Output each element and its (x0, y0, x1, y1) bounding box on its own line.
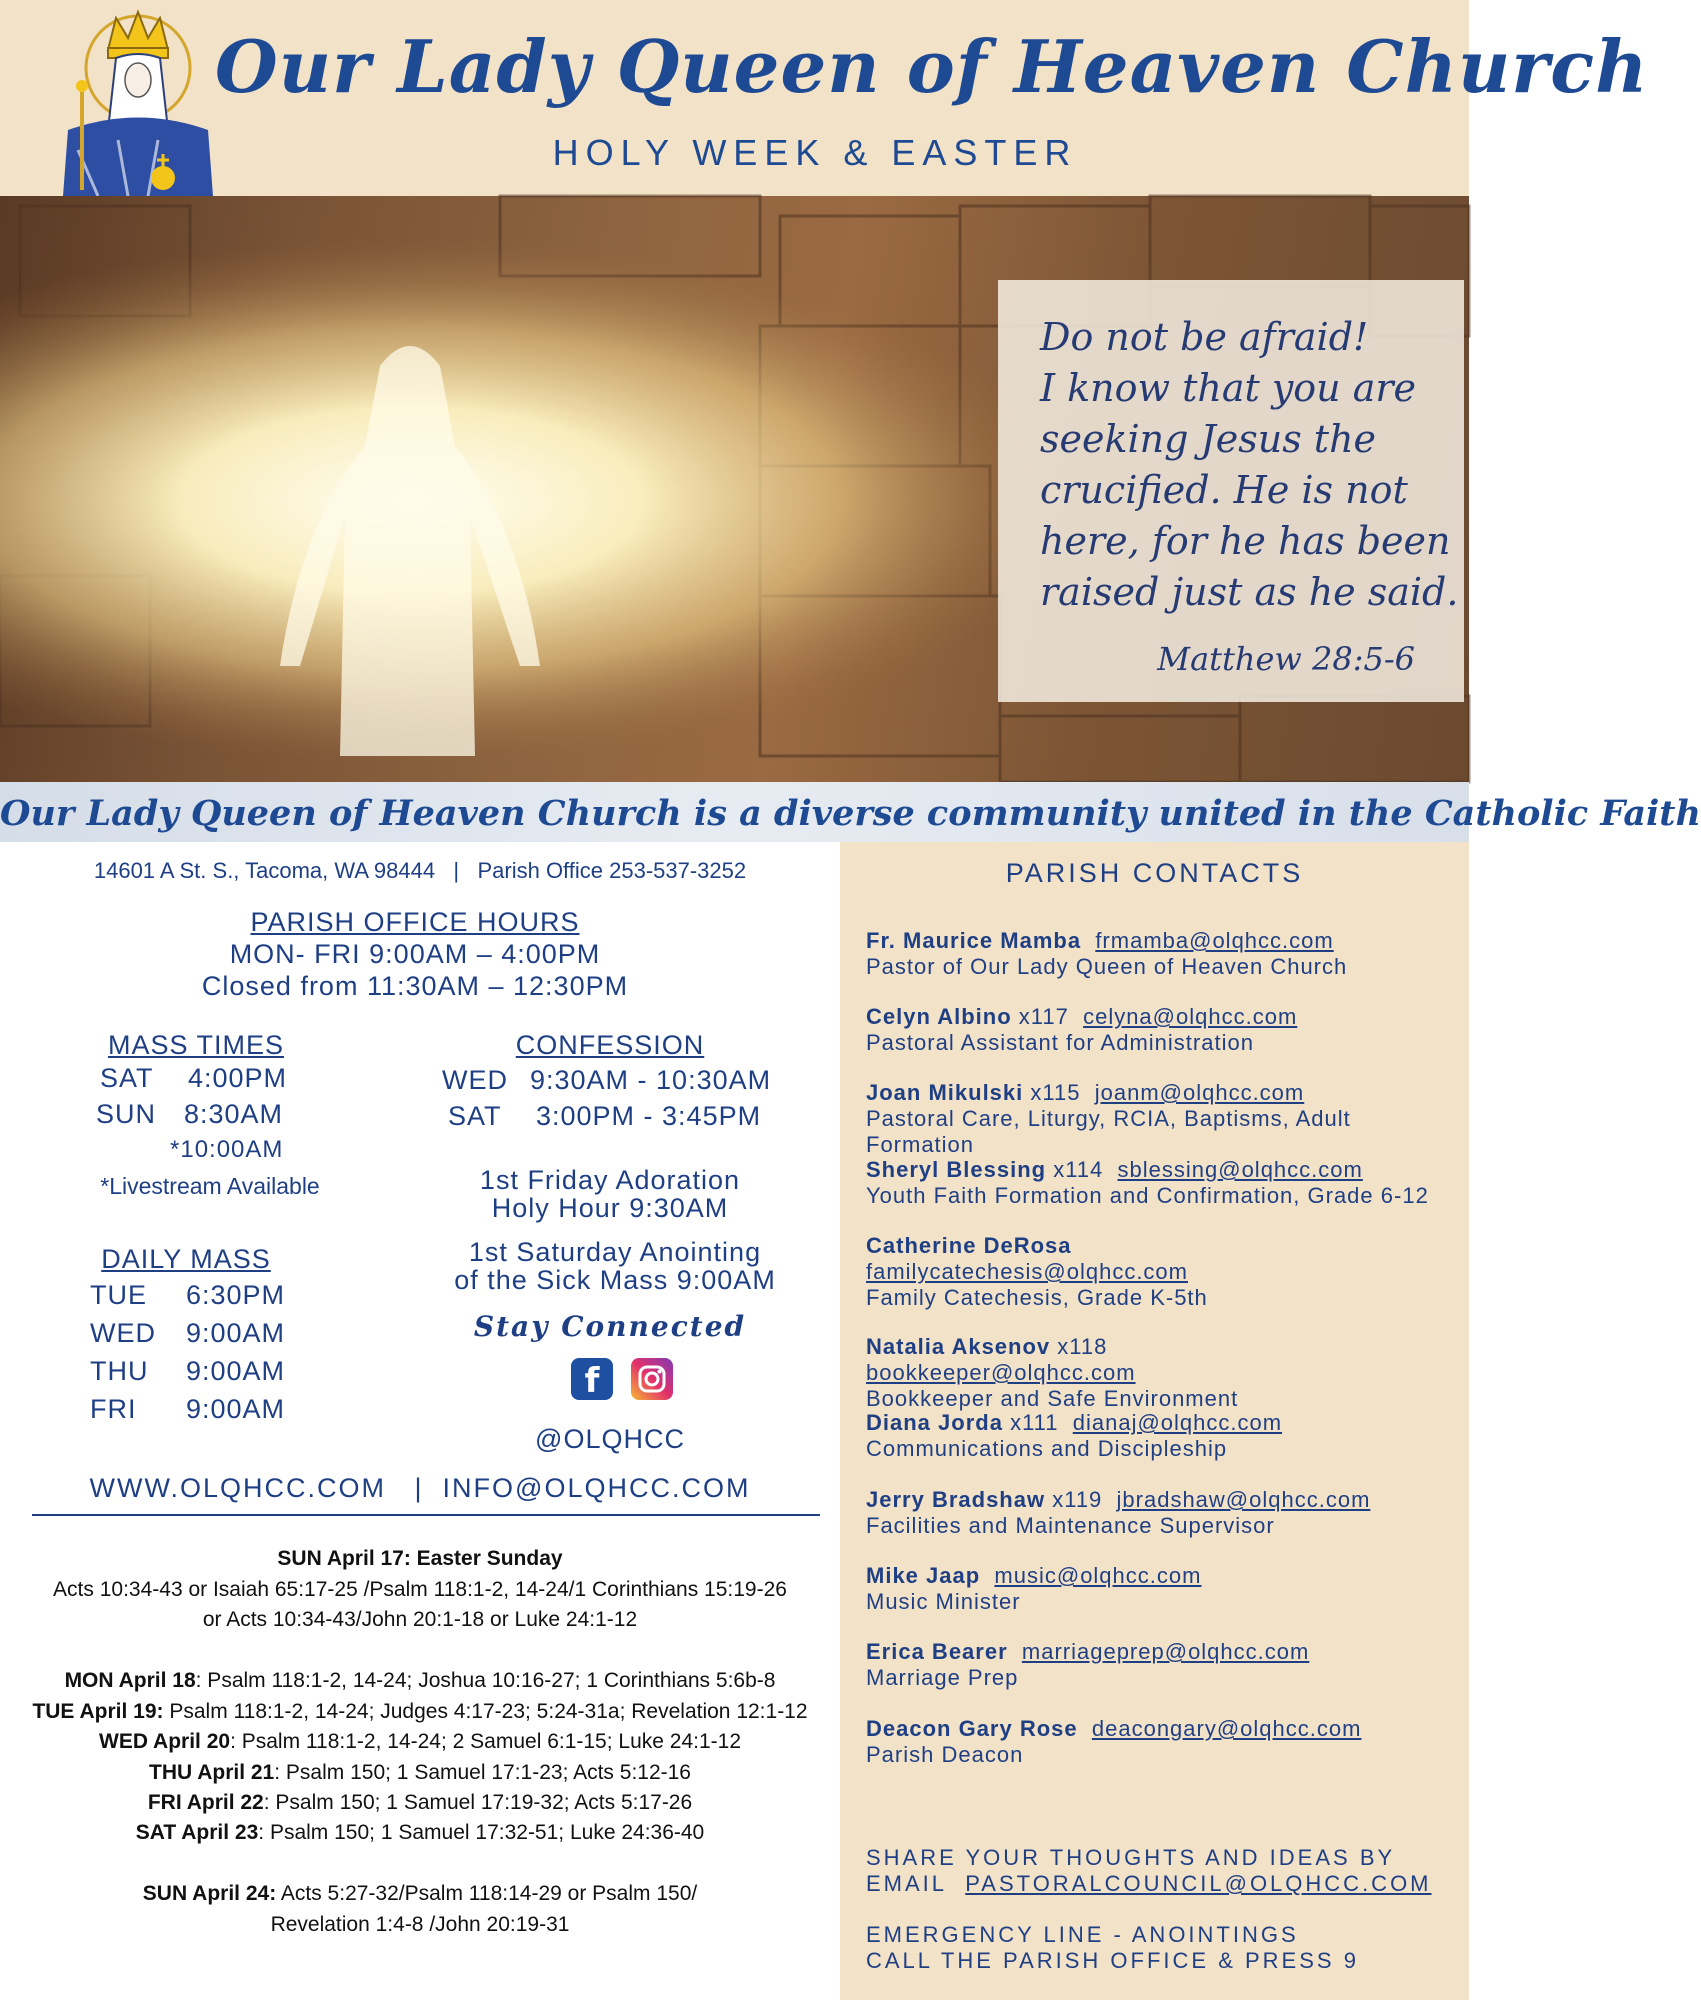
instagram-icon[interactable] (631, 1358, 673, 1400)
confession-day: SAT (448, 1101, 502, 1131)
mass-times-table (96, 1060, 360, 1168)
contact-name: Mike Jaap (866, 1563, 981, 1588)
reading-line (10, 1788, 830, 1819)
reading-text: : Psalm 150; 1 Samuel 17:19-32; Acts 5:17-26 (263, 1791, 693, 1814)
quote-line: crucified. He is not (1040, 468, 1408, 512)
reading-day: SAT April 23 (135, 1821, 259, 1844)
reading-line (10, 1666, 830, 1697)
page-subtitle: HOLY WEEK & EASTER (552, 132, 1078, 173)
confession-table (442, 1062, 802, 1134)
daily-mass-time: 9:00AM (186, 1318, 286, 1348)
contact-name: Sheryl Blessing (866, 1157, 1047, 1182)
mass-day: SAT (100, 1063, 154, 1093)
mass-time-row (170, 1132, 360, 1168)
quote-line: seeking Jesus the (1040, 417, 1377, 461)
reading-text: Acts 5:27-32/Psalm 118:14-29 or Psalm 150/ (276, 1882, 698, 1905)
anointing-line: 1st Saturday Anointing (468, 1237, 762, 1267)
contact-entry (866, 1080, 1461, 1158)
contact-entry (866, 1716, 1461, 1768)
reading-line (10, 1697, 830, 1728)
confession-row (448, 1098, 802, 1134)
contact-entry (866, 1233, 1461, 1311)
daily-mass-row (90, 1390, 350, 1428)
contact-name: Jerry Bradshaw (866, 1487, 1046, 1512)
divider (32, 1514, 820, 1516)
contact-role: Parish Deacon (866, 1742, 1024, 1767)
reading-text: Acts 10:34-43 or Isaiah 65:17-25 /Psalm 118:1-2, 14-24/1 Corinthians 15:19-26 (53, 1578, 787, 1601)
reading-text: : Psalm 118:1-2, 14-24; 2 Samuel 6:1-15; Luke 24:1-12 (230, 1730, 741, 1753)
reading-line (10, 1605, 830, 1636)
quote-line: I know that you are (1040, 366, 1417, 410)
confession-time: 3:00PM - 3:45PM (536, 1101, 762, 1131)
contact-entry (866, 1563, 1461, 1615)
adoration-block (420, 1166, 800, 1222)
contact-role: Marriage Prep (866, 1665, 1019, 1690)
stay-connected-title: Stay Connected (473, 1310, 747, 1343)
mass-time: 4:00PM (188, 1063, 288, 1093)
instagram-glyph (631, 1358, 673, 1400)
reading-line (10, 1818, 830, 1849)
church-title: Our Lady Queen of Heaven Church (215, 24, 1649, 109)
social-handle[interactable]: @OLQHCC (535, 1424, 685, 1454)
contact-email-link[interactable]: frmamba@olqhcc.com (1095, 928, 1334, 953)
quote-line: raised just as he said. (1040, 570, 1459, 614)
contact-name: Diana Jorda (866, 1410, 1003, 1435)
daily-mass-time: 6:30PM (186, 1280, 286, 1310)
mass-day: SUN (96, 1099, 157, 1129)
reading-day: SUN April 24: (142, 1882, 277, 1905)
reading-text: : Psalm 150; 1 Samuel 17:1-23; Acts 5:12-16 (274, 1761, 691, 1784)
contact-extension: x114 (1053, 1157, 1104, 1182)
daily-mass-row (90, 1276, 350, 1314)
contact-role: Music Minister (866, 1589, 1021, 1614)
contact-name: Fr. Maurice Mamba (866, 928, 1082, 953)
contact-entry (866, 1410, 1461, 1462)
daily-mass-title: DAILY MASS (101, 1244, 271, 1274)
reading-day: TUE April 19: (32, 1700, 164, 1723)
reading-day: FRI April 22 (147, 1791, 264, 1814)
anointing-block (420, 1238, 810, 1294)
contact-role: Pastoral Assistant for Administration (866, 1030, 1254, 1055)
contact-role: Pastoral Care, Liturgy, RCIA, Baptisms, Adult Formation (866, 1106, 1351, 1157)
contact-extension: x118 (1057, 1334, 1108, 1359)
contact-entry (866, 1004, 1461, 1056)
reading-text: or Acts 10:34-43/John 20:1-18 or Luke 24:1-12 (202, 1608, 638, 1631)
contacts-title: PARISH CONTACTS (1005, 858, 1304, 888)
contact-email-link[interactable]: sblessing@olqhcc.com (1117, 1157, 1363, 1182)
contact-email-link[interactable]: familycatechesis@olqhcc.com (866, 1259, 1188, 1284)
contact-email-link[interactable]: music@olqhcc.com (994, 1563, 1202, 1588)
contact-name: Deacon Gary Rose (866, 1716, 1078, 1741)
share-ideas-line: SHARE YOUR THOUGHTS AND IDEAS BY (866, 1845, 1396, 1870)
contact-entry (866, 1639, 1461, 1691)
contact-role: Facilities and Maintenance Supervisor (866, 1513, 1275, 1538)
contact-name: Erica Bearer (866, 1639, 1008, 1664)
reading-line (10, 1575, 830, 1606)
parish-address: 14601 A St. S., Tacoma, WA 98444 | Parish Office 253-537-3252 (93, 858, 747, 883)
contact-entry (866, 928, 1461, 980)
office-hours-block (20, 906, 810, 1002)
reading-line (10, 1544, 830, 1575)
daily-mass-day: FRI (90, 1394, 137, 1424)
contact-extension: x119 (1052, 1487, 1103, 1512)
contact-role: Pastor of Our Lady Queen of Heaven Church (866, 954, 1348, 979)
pastoral-council-email-link[interactable]: PASTORALCOUNCIL@OLQHCC.COM (965, 1871, 1432, 1896)
contact-name: Joan Mikulski (866, 1080, 1024, 1105)
confession-title: CONFESSION (515, 1030, 705, 1060)
mass-time: 8:30AM (184, 1099, 284, 1129)
contact-entry (866, 1157, 1461, 1209)
contact-email-link[interactable]: bookkeeper@olqhcc.com (866, 1360, 1136, 1385)
contact-extension: x117 (1018, 1004, 1069, 1029)
reading-text: : Psalm 118:1-2, 14-24; Joshua 10:16-27; 1 Corinthians 5:6b-8 (195, 1669, 776, 1692)
church-logo (58, 10, 218, 196)
contact-role: Communications and Discipleship (866, 1436, 1228, 1461)
office-hours-title: PARISH OFFICE HOURS (250, 907, 580, 937)
adoration-line: 1st Friday Adoration (479, 1165, 741, 1195)
emergency-instructions: CALL THE PARISH OFFICE & PRESS 9 (866, 1948, 1359, 1973)
contact-extension: x111 (1010, 1410, 1059, 1435)
contact-entry (866, 1487, 1461, 1539)
contact-email-link[interactable]: celyna@olqhcc.com (1083, 1004, 1298, 1029)
reading-day: THU April 21 (149, 1761, 275, 1784)
confession-row (442, 1062, 802, 1098)
reading-line (10, 1758, 830, 1789)
contact-email-link[interactable]: deacongary@olqhcc.com (1091, 1716, 1362, 1741)
contact-email-link[interactable]: jbradshaw@olqhcc.com (1116, 1487, 1371, 1512)
quote-line: here, for he has been (1040, 519, 1451, 563)
reading-day: SUN April 17: Easter Sunday (277, 1547, 563, 1570)
daily-mass-row (90, 1314, 350, 1352)
daily-mass-time: 9:00AM (186, 1356, 286, 1386)
reading-day: WED April 20 (99, 1730, 231, 1753)
contact-extension: x115 (1030, 1080, 1081, 1105)
daily-mass-table (90, 1276, 350, 1428)
livestream-note: *Livestream Available (100, 1173, 320, 1199)
anointing-mass: of the Sick Mass 9:00AM (454, 1265, 776, 1295)
reading-text: Psalm 118:1-2, 14-24; Judges 4:17-23; 5:24-31a; Revelation 12:1-12 (163, 1700, 808, 1723)
tagline: Our Lady Queen of Heaven Church is a diverse community united in the Catholic Faith (0, 793, 1701, 834)
reading-day: MON April 18 (64, 1669, 196, 1692)
reading-text: : Psalm 150; 1 Samuel 17:32-51; Luke 24:36-40 (258, 1821, 705, 1844)
daily-mass-time: 9:00AM (186, 1394, 286, 1424)
contact-role: Family Catechesis, Grade K-5th (866, 1285, 1208, 1310)
contact-email-link[interactable]: joanm@olqhcc.com (1094, 1080, 1305, 1105)
daily-mass-day: TUE (90, 1280, 147, 1310)
website-email-line[interactable]: WWW.OLQHCC.COM | INFO@OLQHCC.COM (89, 1473, 751, 1503)
emergency-line: EMERGENCY LINE - ANOINTINGS (866, 1922, 1299, 1947)
scripture-quote (1040, 312, 1460, 618)
office-hours-line: MON- FRI 9:00AM – 4:00PM (229, 939, 601, 969)
contact-name: Celyn Albino (866, 1004, 1012, 1029)
mass-time-row (96, 1096, 360, 1132)
contact-role: Bookkeeper and Safe Environment (866, 1386, 1239, 1411)
mass-time: *10:00AM (170, 1136, 284, 1163)
contact-email-link[interactable]: marriageprep@olqhcc.com (1021, 1639, 1310, 1664)
contact-name: Catherine DeRosa (866, 1233, 1072, 1258)
daily-mass-day: WED (90, 1318, 156, 1348)
share-email-label: EMAIL (866, 1871, 948, 1896)
facebook-icon[interactable]: f (571, 1358, 613, 1400)
contact-entry (866, 1334, 1461, 1412)
mass-time-row (100, 1060, 360, 1096)
reading-line (10, 1910, 830, 1941)
share-ideas-email-line (866, 1871, 1461, 1897)
quote-reference: Matthew 28:5-6 (1157, 640, 1415, 678)
reading-line (10, 1879, 830, 1910)
quote-line: Do not be afraid! (1040, 315, 1369, 359)
contact-name: Natalia Aksenov (866, 1334, 1051, 1359)
mass-times-title: MASS TIMES (107, 1030, 285, 1060)
confession-time: 9:30AM - 10:30AM (530, 1065, 772, 1095)
daily-mass-row (90, 1352, 350, 1390)
reading-line (10, 1727, 830, 1758)
contact-email-link[interactable]: dianaj@olqhcc.com (1072, 1410, 1283, 1435)
daily-mass-day: THU (90, 1356, 149, 1386)
confession-day: WED (442, 1065, 508, 1095)
contact-role: Youth Faith Formation and Confirmation, Grade 6-12 (866, 1183, 1429, 1208)
reading-text: Revelation 1:4-8 /John 20:19-31 (270, 1913, 570, 1936)
office-hours-closed: Closed from 11:30AM – 12:30PM (201, 971, 629, 1001)
adoration-hour: Holy Hour 9:30AM (491, 1193, 729, 1223)
